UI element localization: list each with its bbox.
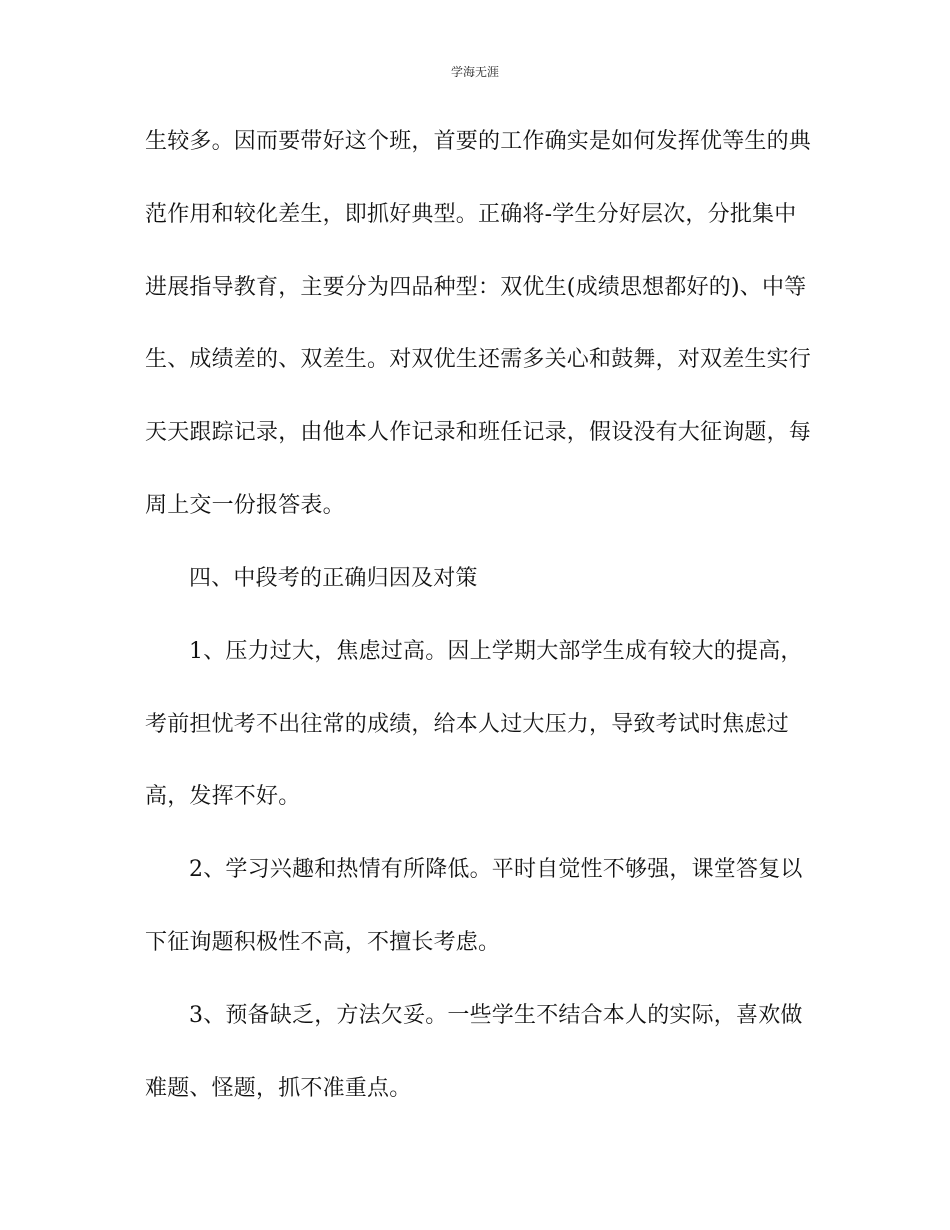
text-line: 范作用和较化差生，即抓好典型。正确将-学生分好层次，分批集中 bbox=[145, 202, 797, 227]
text-line: 进展指导教育，主要分为四品种型：双优生(成绩思想都好的)、中等 bbox=[145, 275, 807, 300]
text-line: 高，发挥不好。 bbox=[145, 784, 301, 809]
section-heading: 四、中段考的正确归因及对策 bbox=[189, 566, 478, 591]
text-line: 下征询题积极性不高，不擅长考虑。 bbox=[145, 930, 501, 955]
text-line: 考前担忧考不出往常的成绩，给本人过大压力，导致考试时焦虑过 bbox=[145, 712, 789, 737]
text-line: 生较多。因而要带好这个班，首要的工作确实是如何发挥优等生的典 bbox=[145, 129, 812, 154]
page-header: 学海无涯 bbox=[450, 65, 499, 79]
text-line: 2、学习兴趣和热情有所降低。平时自觉性不够强，课堂答复以 bbox=[189, 857, 803, 882]
text-line: 生、成绩差的、双差生。对双优生还需多关心和鼓舞，对双差生实行 bbox=[145, 347, 812, 372]
text-line: 1、压力过大，焦虑过高。因上学期大部学生成有较大的提高， bbox=[189, 639, 803, 664]
text-line: 周上交一份报答表。 bbox=[145, 493, 345, 518]
text-line: 难题、怪题，抓不准重点。 bbox=[145, 1076, 412, 1101]
text-line: 天天跟踪记录，由他本人作记录和班任记录，假设没有大征询题，每 bbox=[145, 420, 812, 445]
text-line: 3、预备缺乏，方法欠妥。一些学生不结合本人的实际，喜欢做 bbox=[189, 1003, 803, 1028]
